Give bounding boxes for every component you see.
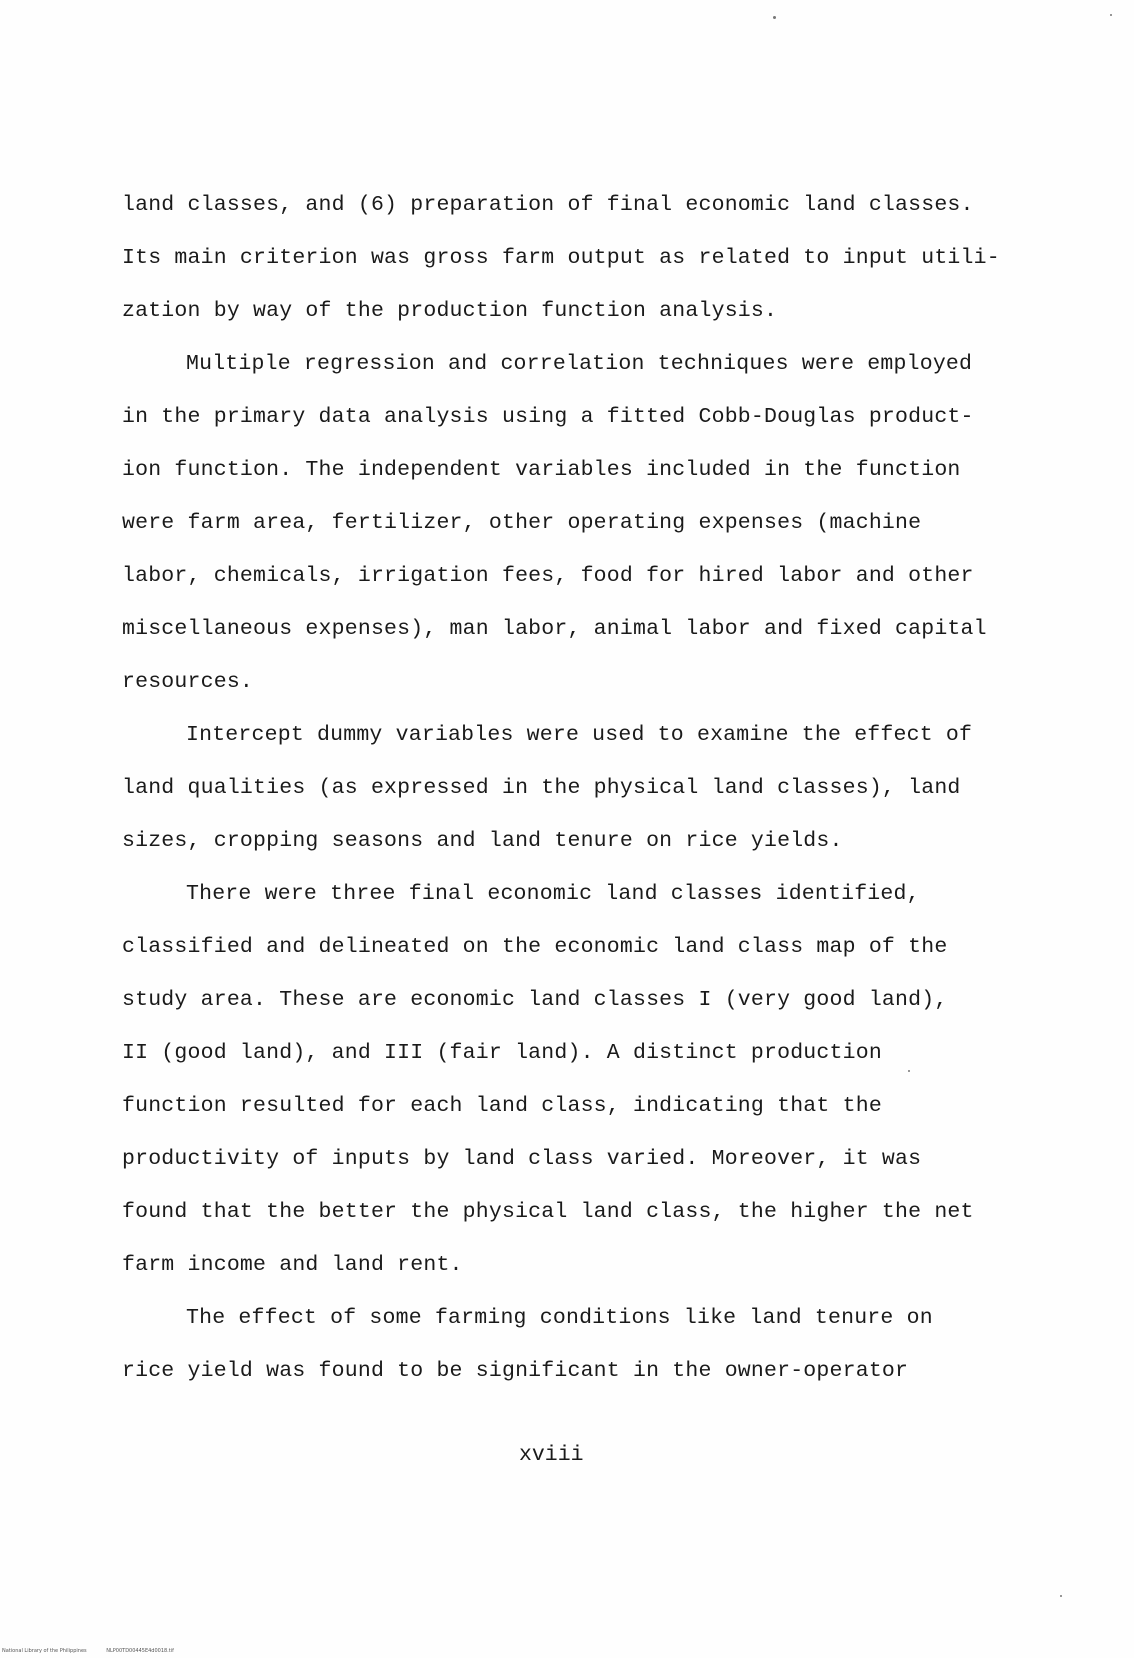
text-line: function resulted for each land class, indicating that the <box>122 1094 882 1118</box>
text-line: land qualities (as expressed in the physical land classes), land <box>122 776 961 800</box>
text-line: farm income and land rent. <box>122 1253 463 1277</box>
text-line: Its main criterion was gross farm output as related to input utili- <box>122 246 1000 270</box>
paragraph-start: Multiple regression and correlation techniques were employed <box>186 352 973 376</box>
text-line: rice yield was found to be significant in the owner-operator <box>122 1359 909 1383</box>
text-line: II (good land), and III (fair land). A distinct production <box>122 1041 882 1065</box>
text-line: found that the better the physical land class, the higher the net <box>122 1200 974 1224</box>
scan-speck <box>1110 14 1112 16</box>
text-line: resources. <box>122 670 254 694</box>
scan-speck <box>908 1070 910 1072</box>
text-line: miscellaneous expenses), man labor, animal labor and fixed capital <box>122 617 987 641</box>
text-line: were farm area, fertilizer, other operating expenses (machine <box>122 511 922 535</box>
paragraph-start: Intercept dummy variables were used to examine the effect of <box>186 723 973 747</box>
text-line: zation by way of the production function analysis. <box>122 299 778 323</box>
text-line: land classes, and (6) preparation of final economic land classes. <box>122 193 974 217</box>
paragraph-start: The effect of some farming conditions like land tenure on <box>186 1306 933 1330</box>
text-line: sizes, cropping seasons and land tenure on rice yields. <box>122 829 843 853</box>
scan-speck <box>773 16 776 19</box>
footer-code: NLP00TD00445E4d0018.tif <box>106 1648 174 1654</box>
text-line: productivity of inputs by land class varied. Moreover, it was <box>122 1147 922 1171</box>
page-number: xviii <box>519 1443 584 1467</box>
scan-speck <box>1060 1595 1062 1597</box>
paragraph-start: There were three final economic land classes identified, <box>186 882 920 906</box>
text-line: ion function. The independent variables included in the function <box>122 458 961 482</box>
footer-library: National Library of the Philippines <box>2 1648 87 1654</box>
text-line: labor, chemicals, irrigation fees, food for hired labor and other <box>122 564 974 588</box>
text-line: in the primary data analysis using a fitted Cobb-Douglas product- <box>122 405 974 429</box>
text-line: classified and delineated on the economic land class map of the <box>122 935 948 959</box>
scan-footer <box>2 1648 192 1654</box>
text-line: study area. These are economic land classes I (very good land), <box>122 988 948 1012</box>
